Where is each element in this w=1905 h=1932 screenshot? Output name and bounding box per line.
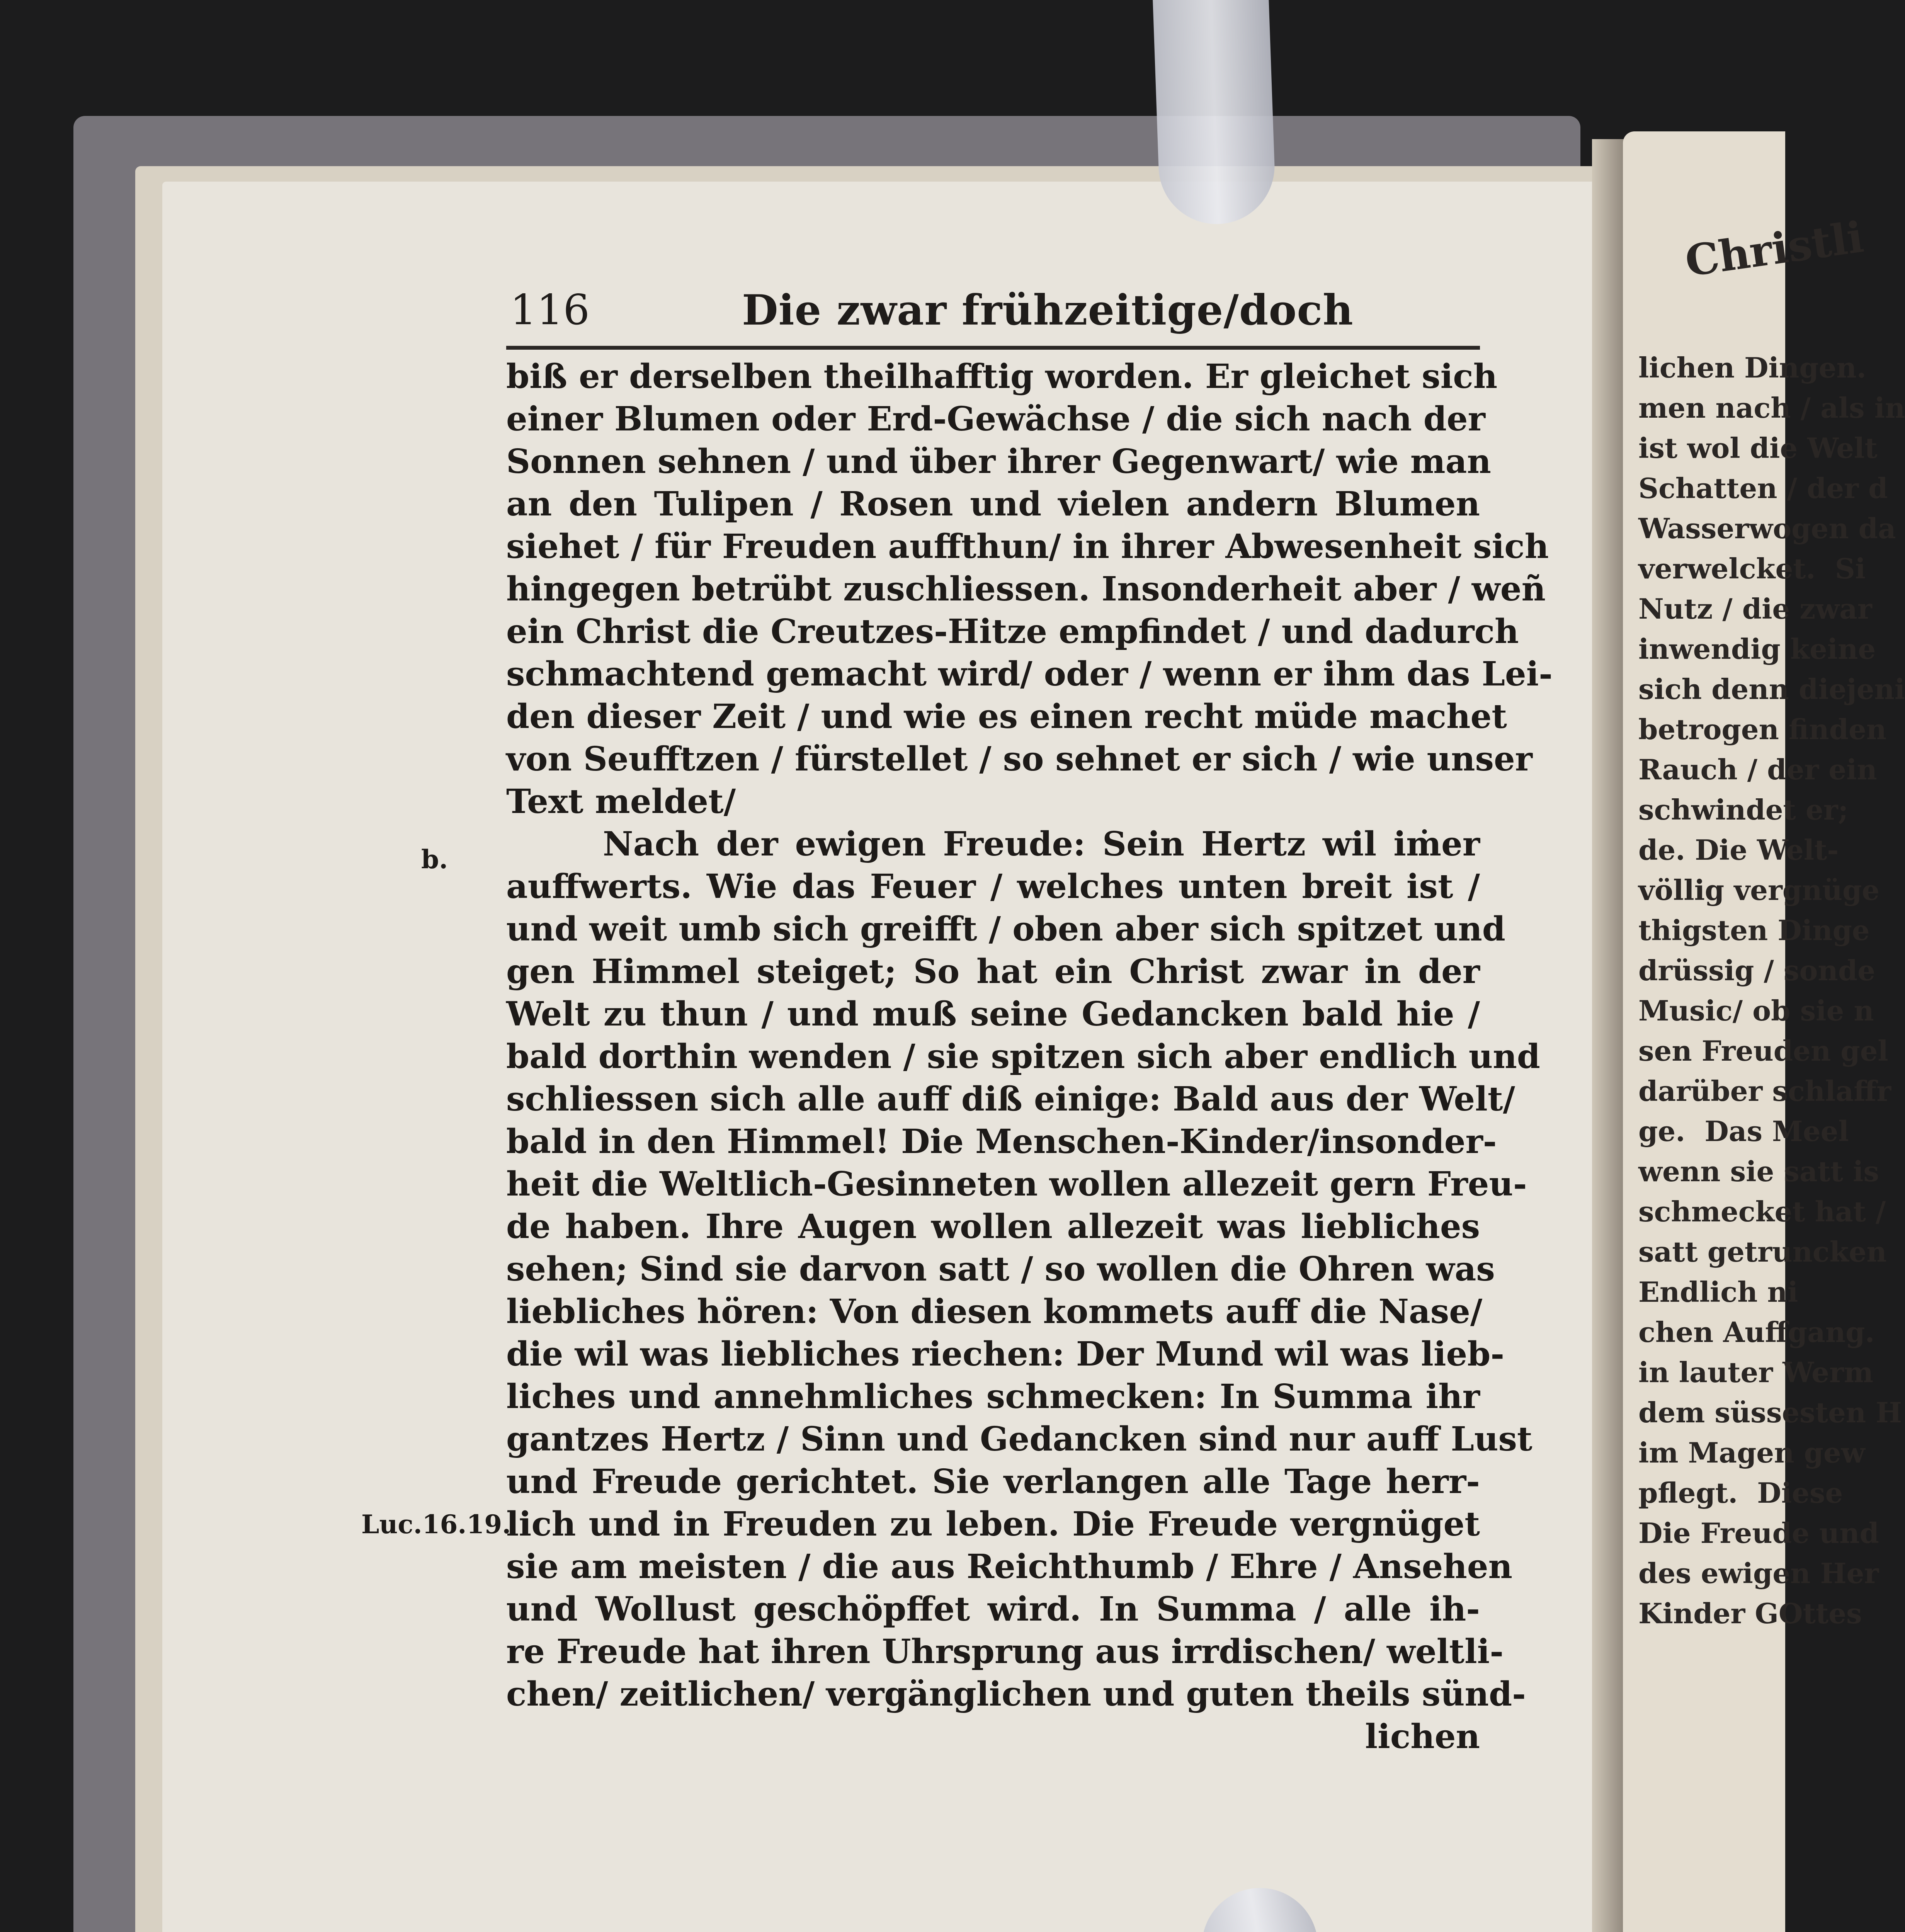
facing-page-line: ge. Das Meel [1638,1115,1849,1148]
book-clip-top [1150,0,1276,226]
text-line: sie am meisten / die aus Reichthumb / Ehre / Ansehen [506,1547,1513,1586]
text-line: siehet / für Freuden auffthun/ in ihrer Abwesenheit sich [506,527,1549,566]
text-line: und Wollust geschöpffet wird. In Summa / alle ih- [506,1590,1480,1629]
running-title: Die zwar frühzeitige/doch [742,286,1354,335]
text-line: de haben. Ihre Augen wollen allezeit was liebliches [506,1207,1480,1246]
text-line: re Freude hat ihren Uhrsprung aus irrdischen/ weltli- [506,1632,1504,1671]
facing-page-line: ist wol die Welt [1638,432,1878,464]
facing-page-line: satt getruncken [1638,1235,1887,1268]
facing-page-line: de. Die Welt- [1638,833,1839,866]
text-line: heit die Weltlich-Gesinneten wollen allezeit gern Freu- [506,1165,1527,1204]
facing-page-line: Kinder GOttes [1638,1597,1862,1630]
text-line: auffwerts. Wie das Feuer / welches unten breit ist / [506,867,1480,906]
facing-page-line: darüber schlaffr [1638,1075,1891,1107]
text-line: einer Blumen oder Erd-Gewächse / die sich nach der [506,400,1485,439]
facing-page-line: thigsten Dinge [1638,914,1870,947]
facing-page-line: chen Auffgang. [1638,1316,1875,1349]
facing-page-line: verwelcket. Si [1638,552,1866,585]
facing-page-line: wenn sie satt is [1638,1155,1879,1188]
facing-page-line: im Magen gew [1638,1436,1865,1469]
text-line: gantzes Hertz / Sinn und Gedancken sind nur auff Lust [506,1420,1533,1459]
facing-page-line: dem süssesten H [1638,1396,1902,1429]
facing-page-line: schwindet er; [1638,793,1849,826]
text-line: gen Himmel steiget; So hat ein Christ zwar in der [506,952,1480,991]
margin-note-b: b. [421,844,448,874]
text-line: von Seufftzen / fürstellet / so sehnet er sich / wie unser [506,740,1533,779]
text-line: hingegen betrübt zuschliessen. Insonderheit aber / weñ [506,570,1546,609]
facing-page-line: in lauter Werm [1638,1356,1874,1389]
text-line: bald dorthin wenden / sie spitzen sich aber endlich und [506,1037,1540,1076]
text-line: chen/ zeitlichen/ vergänglichen und guten theils sünd- [506,1675,1526,1714]
facing-page-line: sich denn diejeni [1638,673,1905,706]
body-text [506,355,1553,1758]
text-line: sehen; Sind sie darvon satt / so wollen die Ohren was [506,1250,1495,1289]
facing-page-line: betrogen finden [1638,713,1887,746]
header-rule [506,346,1480,350]
text-line: bald in den Himmel! Die Menschen-Kinder/insonder- [506,1122,1497,1161]
facing-page-line: Schatten / der d [1638,472,1888,505]
text-line: Sonnen sehnen / und über ihrer Gegenwart/ wie man [506,442,1491,481]
facing-page-line: Rauch / der ein [1638,753,1877,786]
text-line: liebliches hören: Von diesen kommets auff die Nase/ [506,1292,1483,1331]
facing-page-line: Endlich ni [1638,1276,1798,1308]
page-header [502,286,1484,344]
facing-page-line: inwendig keine [1638,633,1876,665]
text-line: Welt zu thun / und muß seine Gedancken bald hie / [506,995,1480,1034]
facing-page-title: Christli [1682,212,1867,286]
facing-page-line: schmecket hat / [1638,1195,1886,1228]
facing-page-line: lichen Dingen. [1638,351,1866,384]
text-line: lich und in Freuden zu leben. Die Freude vergnüget [506,1505,1480,1544]
margin-note-luke-reference: Luc.16.19. [361,1509,511,1539]
facing-page-line: Die Freude und [1638,1517,1879,1549]
facing-page-line: Wasserwogen da [1638,512,1896,545]
text-line: und Freude gerichtet. Sie verlangen alle Tage herr- [506,1462,1480,1501]
facing-page-line: Nutz / die zwar [1638,592,1872,625]
facing-page [1623,131,1905,1932]
text-line: schliessen sich alle auff diß einige: Bald aus der Welt/ [506,1080,1515,1119]
facing-page-line: men nach / als in [1638,391,1905,424]
text-line: Text meldet/ [506,782,736,821]
facing-page-line: pflegt. Diese [1638,1476,1843,1509]
text-line: Nach der ewigen Freude: Sein Hertz wil iṁer [603,825,1480,864]
catchword: lichen [1365,1717,1480,1756]
text-line: ein Christ die Creutzes-Hitze empfindet / und dadurch [506,612,1519,651]
facing-page-text [1638,348,1905,1634]
text-line: schmachtend gemacht wird/ oder / wenn er ihm das Lei- [506,655,1553,694]
facing-page-line: sen Freuden gel [1638,1034,1888,1067]
text-line: liches und annehmliches schmecken: In Summa ihr [506,1377,1480,1416]
page-number: 116 [510,286,590,334]
text-line: die wil was liebliches riechen: Der Mund wil was lieb- [506,1335,1505,1374]
text-line: an den Tulipen / Rosen und vielen andern Blumen [506,485,1480,524]
text-line: den dieser Zeit / und wie es einen recht müde machet [506,697,1507,736]
facing-page-line: Music/ ob sie n [1638,994,1874,1027]
facing-page-line: des ewigen Her [1638,1557,1879,1590]
text-line: und weit umb sich greifft / oben aber sich spitzet und [506,910,1505,949]
text-line: biß er derselben theilhafftig worden. Er gleichet sich [506,357,1498,396]
facing-page-line: völlig vergnüge [1638,874,1880,906]
facing-page-line: drüssig / sonde [1638,954,1875,987]
